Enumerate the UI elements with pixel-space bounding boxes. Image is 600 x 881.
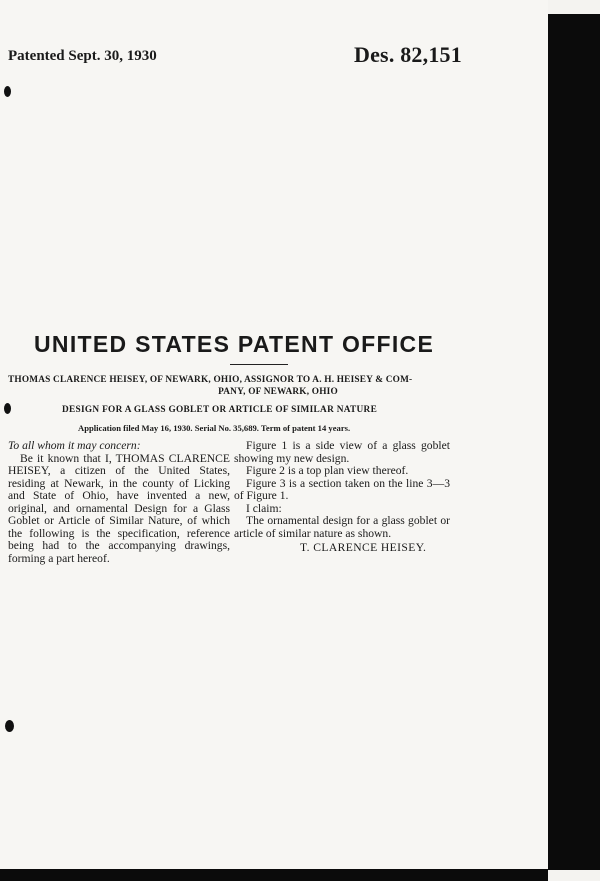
- claim-intro: I claim:: [246, 501, 282, 515]
- punch-hole-mark: [5, 720, 14, 732]
- figure-1-description: Figure 1 is a side view of a glass goblet showing my new design.: [234, 439, 450, 465]
- punch-hole-mark: [4, 403, 11, 414]
- design-title: DESIGN FOR A GLASS GOBLET OR ARTICLE OF SIMILAR NATURE: [62, 405, 378, 415]
- figure-2-description: Figure 2 is a top plan view thereof.: [246, 464, 409, 477]
- punch-hole-mark: [4, 86, 11, 97]
- patent-date: Patented Sept. 30, 1930: [8, 48, 157, 64]
- scan-border-right: [548, 14, 600, 870]
- assignor-line-1: THOMAS CLARENCE HEISEY, OF NEWARK, OHIO, ASSIGNOR TO A. H. HEISEY & COM-: [8, 375, 413, 385]
- heading-rule: [230, 364, 288, 365]
- left-column: [8, 440, 230, 565]
- claim-text: The ornamental design for a glass goblet or article of similar nature as shown.: [234, 514, 450, 540]
- scan-margin-top: [548, 0, 600, 14]
- salutation: To all whom it may concern:: [8, 439, 141, 452]
- figure-3-description: Figure 3 is a section taken on the line 3—3 of Figure 1.: [234, 476, 450, 502]
- specification-text: Be it known that I, THOMAS CLARENCE HEISEY, a citizen of the United States, residing at Newark, in the county of Licking and State of Ohio, have invented a new, original, and ornamental Design for a Glass Goblet or Article of Similar Nature, of which the following is the specification, reference being had to the accompanying drawings, forming a part hereof.: [8, 451, 230, 565]
- application-info: Application filed May 16, 1930. Serial No. 35,689. Term of patent 14 years.: [78, 423, 351, 433]
- office-heading: UNITED STATES PATENT OFFICE: [34, 331, 435, 357]
- right-column: [234, 440, 450, 540]
- assignor-block: [8, 374, 452, 398]
- patent-number: Des. 82,151: [354, 42, 462, 67]
- inventor-signature: T. CLARENCE HEISEY.: [300, 541, 427, 554]
- assignor-line-2: PANY, OF NEWARK, OHIO: [218, 387, 338, 397]
- scan-border-bottom: [0, 869, 548, 881]
- scan-margin-bottom: [548, 870, 600, 881]
